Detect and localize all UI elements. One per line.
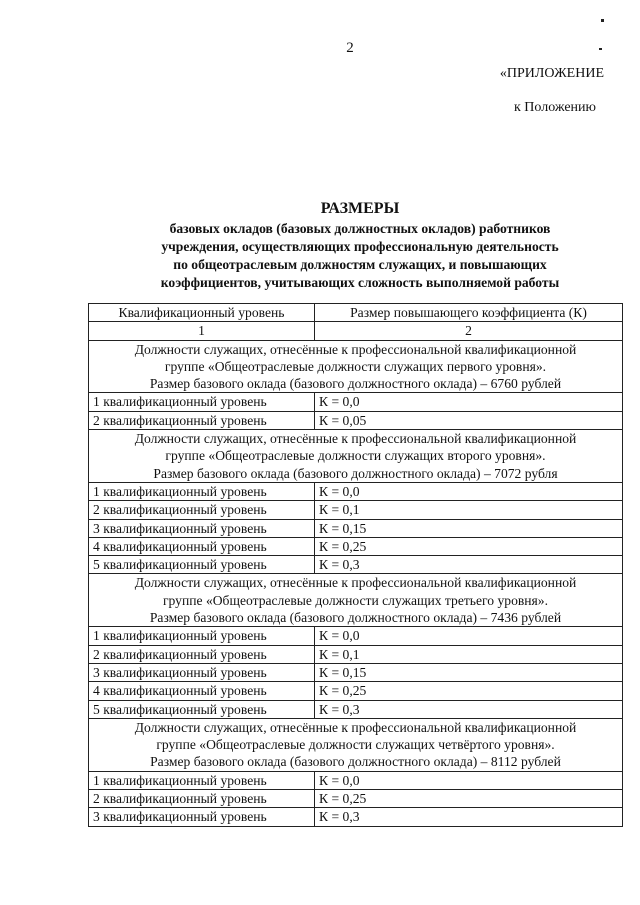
coefficient-cell: К = 0,25 <box>315 790 623 808</box>
page-number: 2 <box>346 40 354 56</box>
column-number: 1 <box>89 322 315 340</box>
level-cell: 4 квалификационный уровень <box>89 537 315 555</box>
group-header-row <box>89 574 623 627</box>
coefficient-cell: К = 0,0 <box>315 393 623 411</box>
coefficient-cell: К = 0,0 <box>315 627 623 645</box>
group-header-row <box>89 430 623 483</box>
table-row <box>89 501 623 519</box>
table-row <box>89 645 623 663</box>
title-main: РАЗМЕРЫ <box>320 200 400 217</box>
table-row <box>89 808 623 826</box>
salary-coefficients-table <box>88 303 623 827</box>
table-row <box>89 482 623 500</box>
group-header <box>89 340 623 393</box>
group-line: Должности служащих, отнесённые к профессиональной квалификационной <box>134 431 577 447</box>
column-number-row <box>89 322 623 340</box>
group-header <box>89 430 623 483</box>
level-cell: 1 квалификационный уровень <box>89 771 315 789</box>
annex-subtitle: к Положению <box>513 100 596 115</box>
table-header-row <box>89 304 623 322</box>
coefficient-cell: К = 0,3 <box>315 808 623 826</box>
table-row <box>89 663 623 681</box>
table-row <box>89 519 623 537</box>
scan-speck <box>601 19 604 22</box>
level-cell: 3 квалификационный уровень <box>89 808 315 826</box>
column-header-coefficient: Размер повышающего коэффициента (К) <box>315 304 623 322</box>
table-row <box>89 556 623 574</box>
table-row <box>89 700 623 718</box>
group-line: Размер базового оклада (базового должностного оклада) – 7436 рублей <box>149 610 562 626</box>
level-cell: 4 квалификационный уровень <box>89 682 315 700</box>
coefficient-cell: К = 0,0 <box>315 771 623 789</box>
group-line: группе «Общеотраслевые должности служащих второго уровня». <box>165 448 546 464</box>
title-line: базовых окладов (базовых должностных окладов) работников <box>169 221 551 236</box>
group-header <box>89 574 623 627</box>
level-cell: 1 квалификационный уровень <box>89 627 315 645</box>
annex-title: «ПРИЛОЖЕНИЕ <box>499 66 604 81</box>
group-line: Должности служащих, отнесённые к профессиональной квалификационной <box>134 719 577 735</box>
title-line: учреждения, осуществляющих профессиональную деятельность <box>161 239 559 254</box>
group-line: группе «Общеотраслевые должности служащих четвёртого уровня». <box>156 737 555 753</box>
table-row <box>89 790 623 808</box>
coefficient-cell: К = 0,15 <box>315 663 623 681</box>
level-cell: 3 квалификационный уровень <box>89 663 315 681</box>
level-cell: 2 квалификационный уровень <box>89 411 315 429</box>
coefficient-cell: К = 0,1 <box>315 645 623 663</box>
group-line: Размер базового оклада (базового должностного оклада) – 8112 рублей <box>150 754 561 770</box>
group-line: группе «Общеотраслевые должности служащих третьего уровня». <box>162 592 549 608</box>
coefficient-cell: К = 0,3 <box>315 556 623 574</box>
table-row <box>89 627 623 645</box>
level-cell: 2 квалификационный уровень <box>89 790 315 808</box>
table-row <box>89 393 623 411</box>
coefficient-cell: К = 0,25 <box>315 537 623 555</box>
column-header-level: Квалификационный уровень <box>89 304 315 322</box>
table-row <box>89 537 623 555</box>
level-cell: 1 квалификационный уровень <box>89 393 315 411</box>
group-line: Размер базового оклада (базового должностного оклада) – 6760 рублей <box>149 376 562 392</box>
level-cell: 1 квалификационный уровень <box>89 482 315 500</box>
coefficient-cell: К = 0,15 <box>315 519 623 537</box>
table-row <box>89 682 623 700</box>
title-line: коэффициентов, учитывающих сложность выполняемой работы <box>160 275 560 290</box>
table-row <box>89 771 623 789</box>
title-line: по общеотраслевым должностям служащих, и повышающих <box>173 257 547 272</box>
group-header-row <box>89 718 623 771</box>
group-header-row <box>89 340 623 393</box>
coefficient-cell: К = 0,1 <box>315 501 623 519</box>
level-cell: 5 квалификационный уровень <box>89 700 315 718</box>
coefficient-cell: К = 0,3 <box>315 700 623 718</box>
coefficient-cell: К = 0,0 <box>315 482 623 500</box>
level-cell: 5 квалификационный уровень <box>89 556 315 574</box>
coefficient-cell: К = 0,25 <box>315 682 623 700</box>
level-cell: 2 квалификационный уровень <box>89 645 315 663</box>
coefficient-cell: К = 0,05 <box>315 411 623 429</box>
document-title <box>90 198 630 292</box>
table-row <box>89 411 623 429</box>
group-header <box>89 718 623 771</box>
column-number: 2 <box>315 322 623 340</box>
level-cell: 3 квалификационный уровень <box>89 519 315 537</box>
group-line: Должности служащих, отнесённые к профессиональной квалификационной <box>134 575 577 591</box>
group-line: Должности служащих, отнесённые к профессиональной квалификационной <box>134 341 577 357</box>
group-line: Размер базового оклада (базового должностного оклада) – 7072 рубля <box>153 465 558 481</box>
level-cell: 2 квалификационный уровень <box>89 501 315 519</box>
group-line: группе «Общеотраслевые должности служащих первого уровня». <box>164 358 547 374</box>
